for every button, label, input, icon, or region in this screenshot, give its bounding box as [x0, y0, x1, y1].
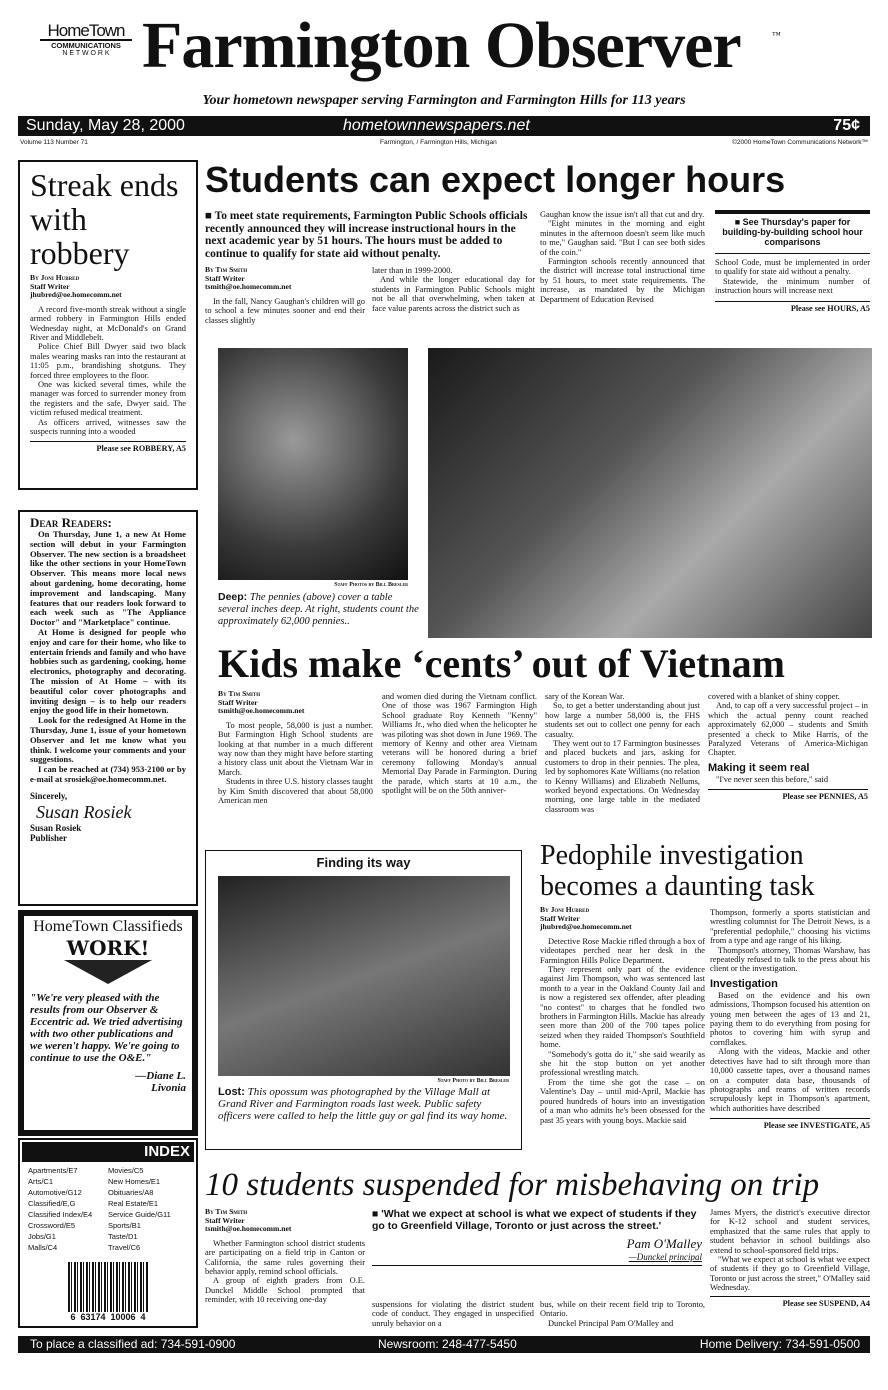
article-paragraph: They went out to 17 Farmington businesses and placed buckets and jars, asking for customers to drop in their pennies. The plea, led by sophomores Kate Williams (no relation to Kenny Williams) and Elizabeth Nellums, worked beyond expectations. On Wednesday morning, one large table in the mediated classroom was: [545, 739, 700, 814]
index-item[interactable]: Automotive/G12: [28, 1188, 82, 1197]
article-paragraph: Gaughan know the issue isn't all that cut and dry.: [540, 210, 705, 219]
classifieds-ad[interactable]: [18, 910, 198, 1136]
suspended-col-4: [710, 1208, 870, 1308]
article-paragraph: And, to cap off a very successful project – in which the actual penny count reached approximately 62,000 – students and Smith presented a check to Mike Harris, of the Paralyzed Veterans of America-Michigan Chapter.: [708, 701, 868, 758]
hours-col-1: [205, 266, 365, 325]
article-paragraph: Detective Rose Mackie rifled through a box of videotapes perched near her desk in the Farmington Hills Police Department.: [540, 936, 705, 965]
suspended-col-1: [205, 1208, 365, 1305]
article-paragraph: Based on the evidence and his own admissions, Thompson focused his attention on young men between the ages of 13 and 21, paying them to do everything from posing for photos to covering him with syrup and cornflakes.: [710, 990, 870, 1047]
article-paragraph: A record five-month streak without a single armed robbery in Farmington Hills ended Wednesday night, at McDonald's on Grand River and Middlebelt.: [30, 304, 186, 342]
article-paragraph: Thompson's attorney, Thomas Warshaw, has repeatedly refused to talk to the press about his client or the investigation.: [710, 945, 870, 974]
text: Staff Photos by Bill Bresler: [334, 582, 408, 588]
text: By Tim Smith: [205, 265, 248, 274]
article-paragraph: later than in 1999-2000.: [372, 266, 453, 275]
article-paragraph: bus, while on their recent field trip to Toronto, Ontario.: [540, 1300, 705, 1319]
text: Finding its way: [316, 855, 411, 870]
index-item[interactable]: Classified Index/E4: [28, 1210, 93, 1219]
text: Making it seem real: [708, 761, 810, 774]
text: jhubred@oe.homecomm.net: [30, 290, 122, 300]
jump-link[interactable]: Please see HOURS, A5: [715, 301, 870, 313]
newspaper-title: Farmington Observer: [142, 9, 741, 82]
network-logo: [40, 22, 132, 57]
signature: Susan Rosiek: [36, 801, 132, 822]
article-paragraph: Statewide, the minimum number of instruction hours will increase next: [715, 276, 870, 296]
article-paragraph: From the time she got the case – on Valentine's Day – until mid-April, Mackie has poured hundreds of hours into an investigation of a man who admits he's been obsessed for the past 35 years with young boys. Mackie said: [540, 1077, 705, 1125]
text: Farmington, / Farmington Hills, Michigan: [380, 139, 497, 146]
text: Staff Writer: [30, 281, 70, 291]
text: Pam O'Malley: [626, 1236, 702, 1251]
website-link[interactable]: hometownnewspapers.net: [343, 117, 530, 134]
price: 75¢: [833, 117, 860, 134]
article-paragraph: And while the longer educational day for students in Farmington Public Schools might not be all that overwhelming, when taken at face value parents across the district such as: [372, 275, 535, 313]
text: WORK!: [66, 936, 150, 960]
index-item[interactable]: Taste/D1: [108, 1232, 138, 1241]
text: tsmith@oe.homecomm.net: [218, 706, 305, 716]
text: Investigation: [710, 977, 778, 990]
text: Home Delivery: 734-591-0500: [699, 1337, 860, 1351]
article-paragraph: School Code, must be implemented in order to qualify for state aid without a penalty.: [715, 258, 870, 277]
article-paragraph: James Myers, the district's executive director for K-12 school and student services, emphasized that the same rules that apply to student behavior in school buildings also extend to school-sponsored field trips.: [710, 1208, 870, 1255]
text: Lost:: [218, 1086, 245, 1098]
dear-readers-letter: [18, 510, 198, 906]
investigation-col-1: [540, 906, 705, 1125]
text: Staff Photo by Bill Bresler: [437, 1078, 509, 1084]
text: Newsroom: 248-477-5450: [378, 1337, 517, 1351]
text: —Dunckel principal: [628, 1252, 702, 1262]
text: INDEX: [22, 1142, 194, 1162]
index-col-2: [108, 1165, 188, 1253]
text: tsmith@oe.homecomm.net: [205, 282, 292, 292]
streak-article: [18, 160, 198, 490]
text: This opossum was photographed by the Village Mall at Grand River and Farmington roads last week. Public safety officers were called to help the little guy or gal find its way home.: [218, 1086, 508, 1122]
jump-link[interactable]: Please see SUSPEND, A4: [710, 1296, 870, 1308]
hours-deck: ■ To meet state requirements, Farmington Public Schools officials recently announced they will increase instructional hours in the next academic year by 51 hours. The hours must be added to continue to qualify for state aid without penalty.: [205, 210, 528, 260]
article-paragraph: and women died during the Vietnam conflict. One of those was 1967 Farmington High School graduate Roy Kenneth "Kenny" Williams Jr., who died when the helicopter he was piloting was shot down in June 1969. The memory of Kenny and other area Vietnam veterans will be honored during a brief ceremony following Monday's annual Memorial Day Parade in Farmington. During the parade, which starts at 10 a.m., the spotlight will be on the 50th anniver-: [382, 692, 538, 796]
index-item[interactable]: Movies/C5: [108, 1166, 144, 1175]
article-paragraph: "Eight minutes in the morning and eight minutes in the afternoon doesn't seem like much to me," Gaughan said. "But I can see both sides of the coin.": [540, 219, 705, 257]
text: Sincerely,: [30, 790, 68, 801]
hours-sidebar[interactable]: ■ See Thursday's paper for building-by-building school hour comparisons: [715, 210, 870, 254]
pennies-caption: [218, 591, 423, 628]
text: COMMUNICATIONS: [51, 41, 121, 50]
text: Publisher: [30, 832, 68, 843]
article-paragraph: Along with the videos, Mackie and other detectives have had to sift through more than 10,000 cassette tapes, over a thousand names on a computer data base, thousands of photographs and reams of written records scrupulously kept in Thompson's apartment, which authorities have described: [710, 1047, 870, 1113]
article-paragraph: suspensions for violating the district student code of conduct. They engaged in unspecified unruly behavior on a: [372, 1300, 534, 1328]
index-item[interactable]: Arts/C1: [28, 1177, 54, 1186]
article-paragraph: On Thursday, June 1, a new At Home section will debut in your Farmington Observer. The new section is a broadsheet like the other sections in your HomeTown Observer. This means more local news about gardening, home decorating, home improvement and landscaping. Many features that our readers look forward to each week such as "The Appliance Doctor" and "Marketplace" continue.: [30, 529, 186, 628]
index-item[interactable]: Malls/C4: [28, 1243, 58, 1252]
footer-bar: [18, 1336, 870, 1353]
article-paragraph: "I've never seen this before," said: [716, 774, 829, 784]
tagline: Your hometown newspaper serving Farmington and Farmington Hills for 113 years: [202, 93, 686, 108]
index-col-1: [28, 1165, 108, 1253]
article-paragraph: At Home is designed for people who enjoy and care for their home, who like to entertain friends and family and who have hobbies such as gardening, cooking, home electronics, photography and decorating. The mission of At Home – with its beautiful color cover photographs and inviting design – is to help our readers enjoy the good life in their hometown.: [30, 626, 186, 716]
text: Susan Rosiek: [30, 822, 82, 833]
article-paragraph: They represent only part of the evidence against Jim Thompson, who was sentenced last month to a year in the Oakland County Jail and is now a registered sex offender, after pleading "no contest" to charges that he fondled two brothers in Farmington Hills. Mackie has already seen more than 200 of the 700 tapes police seized when they raided Thompson's Southfield home.: [540, 965, 705, 1050]
hours-col-4: [715, 258, 870, 313]
jump-link[interactable]: Please see PENNIES, A5: [708, 789, 868, 801]
hours-headline: Students can expect longer hours: [205, 159, 786, 200]
pennies-photo-closeup: [218, 348, 408, 580]
text: Staff Writer: [205, 1215, 245, 1225]
jump-link[interactable]: Please see ROBBERY, A5: [30, 441, 186, 453]
text: N E T W O R K: [62, 50, 110, 57]
text: To meet state requirements, Farmington Public Schools officials recently announced they will increase instructional hours in the next academic year by 51 hours. The hours must be added to continue to qualify for state aid without penalty.: [205, 210, 528, 260]
text: See Thursday's paper for building-by-building school hour comparisons: [722, 217, 863, 247]
headline: Streak ends with robbery: [30, 167, 179, 271]
issue-date: Sunday, May 28, 2000: [26, 117, 185, 134]
index-item[interactable]: Travel/C6: [108, 1243, 141, 1252]
text: Staff Writer: [218, 697, 258, 707]
text: By Tim Smith: [205, 1207, 248, 1216]
article-paragraph: As officers arrived, witnesses saw the suspects running into a wooded: [30, 417, 186, 437]
article-paragraph: A group of eighth graders from O.E. Dunckel Middle School prompted that reminder, with 10 receiving one-day: [205, 1276, 365, 1305]
text: By Joni Hubred: [540, 905, 590, 914]
text: ™: [772, 30, 781, 40]
index-item[interactable]: New Homes/E1: [108, 1177, 161, 1186]
text: By Joni Hubred: [30, 273, 80, 282]
suspended-headline: 10 students suspended for misbehaving on trip: [205, 1167, 820, 1203]
text: ©2000 HomeTown Communications Network™: [732, 139, 868, 146]
text: By Tim Smith: [218, 689, 261, 698]
article-paragraph: Dunckel Principal Pam O'Malley and: [548, 1318, 674, 1328]
article-paragraph: Look for the redesigned At Home in the Thursday, June 1, issue of your hometown Observer and let me know what you think. I welcome your comments and your suggestions.: [30, 715, 186, 765]
article-paragraph: Police Chief Bill Dwyer said two black males wearing masks ran into the restaurant at 11:05 p.m., brandishing shotguns. They forced three employees to the floor.: [30, 342, 186, 380]
hours-col-3: [540, 210, 705, 304]
index-item[interactable]: Sports/B1: [108, 1221, 141, 1230]
article-paragraph: "Somebody's gotta do it," she said wearily as she hit the stop button on yet another professional wrestling match.: [540, 1049, 705, 1078]
pennies-photo-students: [428, 348, 872, 638]
article-paragraph: Thompson, formerly a sports statistician and wrestling columnist for The Detroit News, is a "preferential pedophile," choosing his victims from a type and age range of his liking.: [710, 908, 870, 946]
date-bar: [18, 116, 870, 136]
opossum-caption: [218, 1086, 511, 1122]
suspended-col-2: [372, 1300, 534, 1328]
text: 6 63174 10006 4: [70, 1312, 146, 1322]
jump-link[interactable]: Please see INVESTIGATE, A5: [710, 1118, 870, 1130]
text: Volume 113 Number 71: [20, 139, 88, 146]
article-paragraph: Farmington schools recently announced that the district will increase total instructional time by 51 hours, to meet state requirements. The increase, as mandated by the Michigan Department of Education Revised: [540, 257, 705, 304]
opossum-photo-box: [205, 850, 522, 1150]
article-paragraph: So, to get a better understanding about just how large a number 58,000 is, the FHS students set out to collect one penny for each casualty.: [545, 701, 700, 739]
barcode: [68, 1262, 148, 1312]
suspended-col-3: [540, 1300, 705, 1328]
text: Dear Readers:: [30, 515, 112, 530]
index-item[interactable]: Jobs/G1: [28, 1232, 56, 1241]
investigation-headline: Pedophile investigation becomes a daunting task: [540, 840, 815, 902]
article-paragraph: "What we expect at school is what we expect of students if they go to Greenfield Village, Toronto or just across the street," O'Malley said Wednesday.: [710, 1255, 870, 1293]
article-paragraph: To most people, 58,000 is just a number. But Farmington High School students are looking at that number in a much different way now than they might have before starting a history class unit about the Vietnam War in March.: [218, 720, 373, 777]
investigation-col-2: [710, 908, 870, 1130]
index-item[interactable]: Real Estate/E1: [108, 1199, 159, 1208]
article-paragraph: covered with a blanket of shiny copper.: [708, 692, 840, 701]
index-box: [18, 1138, 198, 1328]
index-item[interactable]: Apartments/E7: [28, 1166, 78, 1175]
text: The pennies (above) cover a table several inches deep. At right, students count the approximately 62,000 pennies..: [218, 592, 419, 627]
text: To place a classified ad: 734-591-0900: [30, 1337, 236, 1351]
text: Staff Writer: [540, 913, 580, 923]
text: tsmith@oe.homecomm.net: [205, 1224, 292, 1234]
text: Livonia: [151, 1082, 186, 1094]
article-paragraph: In the fall, Nancy Gaughan's children will go to school a few minutes sooner and end their classes slightly: [205, 296, 365, 325]
pennies-col-4: [708, 692, 868, 801]
text: Staff Writer: [205, 273, 245, 283]
index-item[interactable]: Classified/E,G: [28, 1199, 76, 1208]
article-paragraph: One was kicked several times, while the manager was forced to surrender money from the registers and the safe, Dwyer said. The victim refused medical treatment.: [30, 380, 186, 418]
article-paragraph: Whether Farmington school district students are participating on a field trip in Canton or California, the same rules governing their behavior apply, remind school officials.: [205, 1238, 365, 1276]
article-paragraph: I can be reached at (734) 953-2100 or by e-mail at srosiek@oe.homecomm.net.: [30, 764, 186, 784]
opossum-photo: [218, 876, 510, 1076]
pull-quote: ■ 'What we expect at school is what we expect of students if they go to Greenfield Village, Toronto or just across the street.' Pam O'Malley —Dunckel principal: [372, 1208, 702, 1266]
index-item[interactable]: Obituaries/A8: [108, 1188, 154, 1197]
text: —Diane L.: [135, 1070, 186, 1082]
text: 'What we expect at school is what we expect of students if they go to Greenfield Village, Toronto or just across the street.': [372, 1208, 697, 1232]
text: jhubred@oe.homecomm.net: [540, 922, 632, 932]
pennies-headline: Kids make ‘cents’ out of Vietnam: [218, 641, 785, 686]
text: "We're very pleased with the results from our Observer & Eccentric ad. We tried advertising with two other publications and we weren't happy. We're going to continue to use the O&E.": [30, 992, 183, 1064]
pennies-col-1: [218, 690, 373, 805]
pennies-col-2: [382, 692, 537, 795]
index-item[interactable]: Crossword/E5: [28, 1221, 76, 1230]
index-item[interactable]: Service Guide/G11: [108, 1210, 171, 1219]
text: HomeTown: [40, 22, 132, 41]
arrow-down-icon: [64, 960, 152, 984]
text: Deep:: [218, 591, 248, 603]
hours-col-2: [372, 266, 535, 313]
text: HomeTown Classifieds: [33, 918, 183, 935]
article-paragraph: Students in three U.S. history classes taught by Kim Smith discovered that about 58,000 American men: [218, 777, 374, 806]
pennies-col-3: [545, 692, 700, 814]
article-paragraph: sary of the Korean War.: [545, 692, 625, 701]
